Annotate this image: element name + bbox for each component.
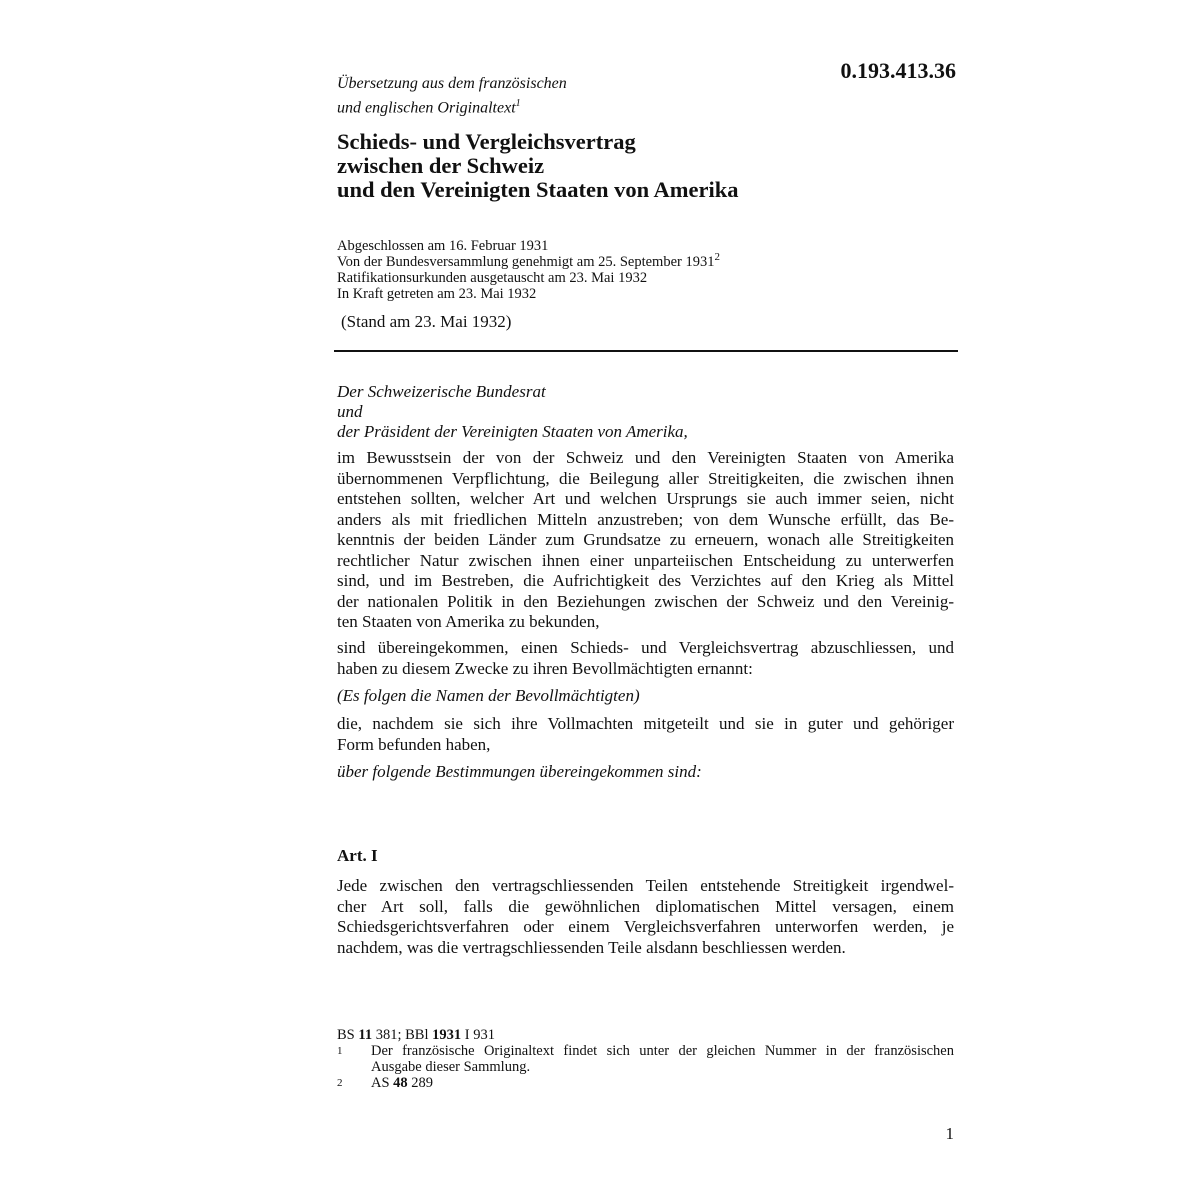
text-line: entstehen sollten, welcher Art und welchen Ursprungs sie auch immer seien, nicht bbox=[337, 489, 954, 508]
text-line: übernommenen Verpflichtung, die Beilegung aller Streitigkeiten, die zwischen ihnen bbox=[337, 468, 954, 488]
title-line1: Schieds- und Vergleichsvertrag bbox=[337, 129, 636, 154]
text-line: anders als mit friedlichen Mitteln anzustreben; von dem Wunsche erfüllt, das Be- bbox=[337, 509, 954, 529]
concluded-date: Abgeschlossen am 16. Februar 1931 bbox=[337, 238, 549, 254]
text-line: sind übereingekommen, einen Schieds- und Vergleichsvertrag abzuschliessen, und bbox=[337, 638, 954, 657]
document-title bbox=[337, 130, 937, 202]
text-line: sind, und im Bestreben, die Aufrichtigkeit des Verzichtes auf den Krieg als Mittel bbox=[337, 571, 954, 590]
party-swiss-federal-council: Der Schweizerische Bundesrat bbox=[337, 382, 546, 401]
ratified-date: Ratifikationsurkunden ausgetauscht am 23. Mai 1932 bbox=[337, 270, 648, 286]
title-line2: zwischen der Schweiz bbox=[337, 153, 545, 178]
text-line: nachdem, was die vertragschliessenden Teile alsdann beschliessen werden. bbox=[337, 937, 846, 957]
translation-note-line1: Übersetzung aus dem französischen bbox=[337, 75, 567, 92]
source-reference: BS 11 381; BBl 1931 I 931 bbox=[337, 1027, 495, 1043]
text-line: im Bewusstsein der von der Schweiz und den Vereinigten Staaten von Amerika bbox=[337, 448, 954, 467]
text-line: Form befunden haben, bbox=[337, 734, 491, 754]
footnotes bbox=[337, 1027, 954, 1091]
preamble-parties bbox=[337, 382, 954, 442]
footnote-number: 1 bbox=[337, 1045, 343, 1057]
text-line: haben zu diesem Zwecke zu ihren Bevollmächtigten ernannt: bbox=[337, 658, 753, 678]
text-line: der nationalen Politik in den Beziehungen zwischen der Schweiz und den Vereinig- bbox=[337, 591, 954, 611]
text-line: cher Art soll, falls die gewöhnlichen diplomatischen Mittel versagen, einem bbox=[337, 896, 954, 916]
page-number: 1 bbox=[945, 1124, 954, 1143]
text-line: die, nachdem sie sich ihre Vollmachten mitgeteilt und sie in guter und gehöriger bbox=[337, 714, 954, 733]
footnote-line: Der französische Originaltext findet sich unter der gleichen Nummer in der französischen bbox=[371, 1043, 954, 1059]
party-conjunction: und bbox=[337, 402, 363, 421]
treaty-metadata bbox=[337, 238, 937, 302]
translation-note-line2: und englischen Originaltext$^1$ bbox=[337, 98, 521, 117]
sr-number: 0.193.413.36 bbox=[840, 58, 956, 83]
preamble-paragraph-2 bbox=[337, 638, 954, 679]
approved-date: Von der Bundesversammlung genehmigt am 25. September 1931$^2$ bbox=[337, 251, 720, 270]
text-line: kenntnis der beiden Länder zum Grundsatze zu erneuern, wonach alle Streitigkeiten bbox=[337, 530, 954, 549]
text-line: Schiedsgerichtsverfahren oder einem Vergleichsverfahren unterworfen werden, je bbox=[337, 917, 954, 936]
footnote-number: 2 bbox=[337, 1077, 343, 1089]
title-line3: und den Vereinigten Staaten von Amerika bbox=[337, 177, 739, 202]
footnote-ref-1[interactable]: 1 bbox=[515, 98, 521, 109]
party-us-president: der Präsident der Vereinigten Staaten von Amerika, bbox=[337, 422, 688, 441]
translation-note bbox=[337, 74, 757, 118]
header-divider bbox=[334, 350, 958, 352]
status-date: (Stand am 23. Mai 1932) bbox=[341, 312, 512, 331]
preamble-paragraph-3 bbox=[337, 714, 954, 755]
footnote-ref-2[interactable]: 2 bbox=[714, 251, 720, 264]
plenipotentiaries-note: (Es folgen die Namen der Bevollmächtigten) bbox=[337, 686, 640, 705]
preamble-paragraph-1 bbox=[337, 448, 954, 633]
text-line: rechtlicher Natur zwischen ihnen einer unparteiischen Entscheidung zu unterwerfen bbox=[337, 550, 954, 570]
article-1-heading: Art. I bbox=[337, 846, 378, 865]
footnote-1 bbox=[337, 1043, 954, 1075]
in-force-date: In Kraft getreten am 23. Mai 1932 bbox=[337, 286, 537, 302]
footnote-2: 2 AS 48 289 bbox=[337, 1075, 434, 1091]
article-1-text bbox=[337, 876, 954, 958]
footnote-line: Ausgabe dieser Sammlung. bbox=[371, 1059, 531, 1075]
text-line: ten Staaten von Amerika zu bekunden, bbox=[337, 612, 600, 631]
text-line: Jede zwischen den vertragschliessenden Teilen entstehende Streitigkeit irgendwel- bbox=[337, 876, 954, 895]
agreement-clause: über folgende Bestimmungen übereingekommen sind: bbox=[337, 762, 702, 781]
